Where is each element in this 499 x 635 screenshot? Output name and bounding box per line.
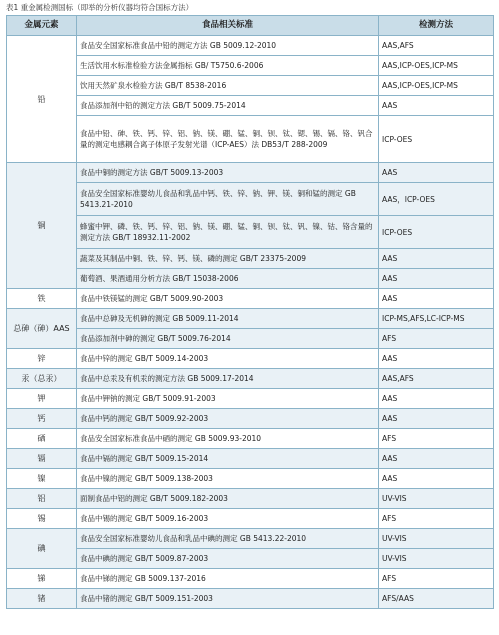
table-row xyxy=(7,349,494,369)
metal-cell: 铜 xyxy=(7,163,77,289)
standard-cell: 食品中镉的测定 GB/T 5009.15-2014 xyxy=(77,449,379,469)
standard-cell: 食品安全国家标准食品中铅的测定方法 GB 5009.12-2010 xyxy=(77,36,379,56)
standard-cell: 生活饮用水标准检验方法金属指标 GB/ T5750.6-2006 xyxy=(77,56,379,76)
standard-cell: 食品添加剂中砷的测定 GB/T 5009.76-2014 xyxy=(77,329,379,349)
table-row xyxy=(7,369,494,389)
table-row xyxy=(7,589,494,609)
heavy-metal-standards-table xyxy=(6,15,494,609)
table-caption: 表1 重金属检测国标（即举的分析仪器均符合国标方法） xyxy=(6,3,194,12)
method-cell: AFS xyxy=(379,329,494,349)
standard-cell: 饮用天然矿泉水检验方法 GB/T 8538-2016 xyxy=(77,76,379,96)
method-cell: ICP-OES xyxy=(379,116,494,163)
table-row xyxy=(7,309,494,329)
standard-cell: 食品中锡的测定 GB/T 5009.16-2003 xyxy=(77,509,379,529)
table-row xyxy=(7,409,494,429)
standard-cell: 蔬菜及其制品中铜、铁、锌、钙、镁、磷的测定 GB/T 23375-2009 xyxy=(77,249,379,269)
method-cell: ICP-OES xyxy=(379,216,494,249)
table-row xyxy=(7,116,494,163)
method-cell: UV-VIS xyxy=(379,529,494,549)
standard-cell: 食品中锌的测定 GB/T 5009.14-2003 xyxy=(77,349,379,369)
standard-cell: 食品安全国家标准婴幼儿食品和乳品中碘的测定 GB 5413.22-2010 xyxy=(77,529,379,549)
method-cell: ICP-MS,AFS,LC-ICP-MS xyxy=(379,309,494,329)
standard-cell: 蜂蜜中钾、磷、铁、钙、锌、铝、钠、镁、硼、锰、铜、钡、钛、钒、镍、钴、铬含量的测定方法 GB/T 18932.11-2002 xyxy=(77,216,379,249)
metal-cell: 铅 xyxy=(7,36,77,163)
standard-cell: 食品中总砷及无机砷的测定 GB 5009.11-2014 xyxy=(77,309,379,329)
method-cell: AAS，ICP-OES xyxy=(379,183,494,216)
standard-cell: 葡萄酒、果酒通用分析方法 GB/T 15038-2006 xyxy=(77,269,379,289)
metal-cell: 硒 xyxy=(7,429,77,449)
standard-cell: 食品中钾钠的测定 GB/T 5009.91-2003 xyxy=(77,389,379,409)
table-row xyxy=(7,249,494,269)
method-cell: AAS xyxy=(379,249,494,269)
table-body xyxy=(7,36,494,609)
standard-cell: 食品中铅、砷、铁、钙、锌、铝、钠、镁、硼、锰、铜、钡、钛、锶、锡、镉、铬、钒合量的测定电感耦合离子体原子发射光谱（ICP-AES）法 DB53/T 288-2009 xyxy=(77,116,379,163)
metal-cell: 锡 xyxy=(7,509,77,529)
table-row xyxy=(7,76,494,96)
metal-cell: 锗 xyxy=(7,589,77,609)
metal-cell: 锌 xyxy=(7,349,77,369)
table-row xyxy=(7,216,494,249)
metal-cell: 镍 xyxy=(7,469,77,489)
table-row xyxy=(7,449,494,469)
table-row xyxy=(7,529,494,549)
table-row xyxy=(7,163,494,183)
table-row xyxy=(7,329,494,349)
method-cell: AAS,ICP-OES,ICP-MS xyxy=(379,56,494,76)
standard-cell: 食品中镍的测定 GB/T 5009.138-2003 xyxy=(77,469,379,489)
metal-cell: 钾 xyxy=(7,389,77,409)
method-cell: UV-VIS xyxy=(379,489,494,509)
standard-cell: 食品中铁镁锰的测定 GB/T 5009.90-2003 xyxy=(77,289,379,309)
table-row xyxy=(7,289,494,309)
standard-cell: 面制食品中铝的测定 GB/T 5009.182-2003 xyxy=(77,489,379,509)
method-cell: AAS xyxy=(379,349,494,369)
metal-cell: 镉 xyxy=(7,449,77,469)
method-cell: AAS xyxy=(379,269,494,289)
method-cell: AAS,AFS xyxy=(379,369,494,389)
metal-cell: 铝 xyxy=(7,489,77,509)
metal-cell: 总砷（砷）AAS xyxy=(7,309,77,349)
standard-cell: 食品安全国家标准婴幼儿食品和乳品中钙、铁、锌、钠、钾、镁、铜和锰的测定 GB 5413.21-2010 xyxy=(77,183,379,216)
method-cell: AFS xyxy=(379,569,494,589)
metal-cell: 铁 xyxy=(7,289,77,309)
metal-cell: 锑 xyxy=(7,569,77,589)
method-cell: AAS xyxy=(379,449,494,469)
table-row xyxy=(7,269,494,289)
method-cell: AAS xyxy=(379,289,494,309)
standard-cell: 食品中锑的测定 GB 5009.137-2016 xyxy=(77,569,379,589)
method-cell: AAS xyxy=(379,96,494,116)
table-row xyxy=(7,389,494,409)
header-metal: 金属元素 xyxy=(7,16,77,36)
method-cell: AAS xyxy=(379,389,494,409)
table-row xyxy=(7,489,494,509)
method-cell: UV-VIS xyxy=(379,549,494,569)
table-row xyxy=(7,36,494,56)
metal-cell: 钙 xyxy=(7,409,77,429)
standard-cell: 食品中铜的测定方法 GB/T 5009.13-2003 xyxy=(77,163,379,183)
standard-cell: 食品安全国家标准食品中硒的测定 GB 5009.93-2010 xyxy=(77,429,379,449)
method-cell: AAS xyxy=(379,409,494,429)
table-row xyxy=(7,56,494,76)
table-row xyxy=(7,429,494,449)
method-cell: AFS/AAS xyxy=(379,589,494,609)
standard-cell: 食品中总汞及有机汞的测定方法 GB 5009.17-2014 xyxy=(77,369,379,389)
method-cell: AAS xyxy=(379,163,494,183)
standard-cell: 食品中钙的测定 GB/T 5009.92-2003 xyxy=(77,409,379,429)
standard-cell: 食品中碘的测定 GB/T 5009.87-2003 xyxy=(77,549,379,569)
table-header-row xyxy=(7,16,494,36)
standard-cell: 食品中锗的测定 GB/T 5009.151-2003 xyxy=(77,589,379,609)
metal-cell: 汞（总汞） xyxy=(7,369,77,389)
method-cell: AFS xyxy=(379,429,494,449)
table-row xyxy=(7,469,494,489)
method-cell: AFS xyxy=(379,509,494,529)
method-cell: AAS,ICP-OES,ICP-MS xyxy=(379,76,494,96)
method-cell: AAS,AFS xyxy=(379,36,494,56)
method-cell: AAS xyxy=(379,469,494,489)
table-row xyxy=(7,549,494,569)
header-method: 检测方法 xyxy=(379,16,494,36)
table-row xyxy=(7,183,494,216)
table-row xyxy=(7,509,494,529)
standard-cell: 食品添加剂中铅的测定方法 GB/T 5009.75-2014 xyxy=(77,96,379,116)
table-row xyxy=(7,96,494,116)
table-row xyxy=(7,569,494,589)
metal-cell: 碘 xyxy=(7,529,77,569)
header-standard: 食品相关标准 xyxy=(77,16,379,36)
